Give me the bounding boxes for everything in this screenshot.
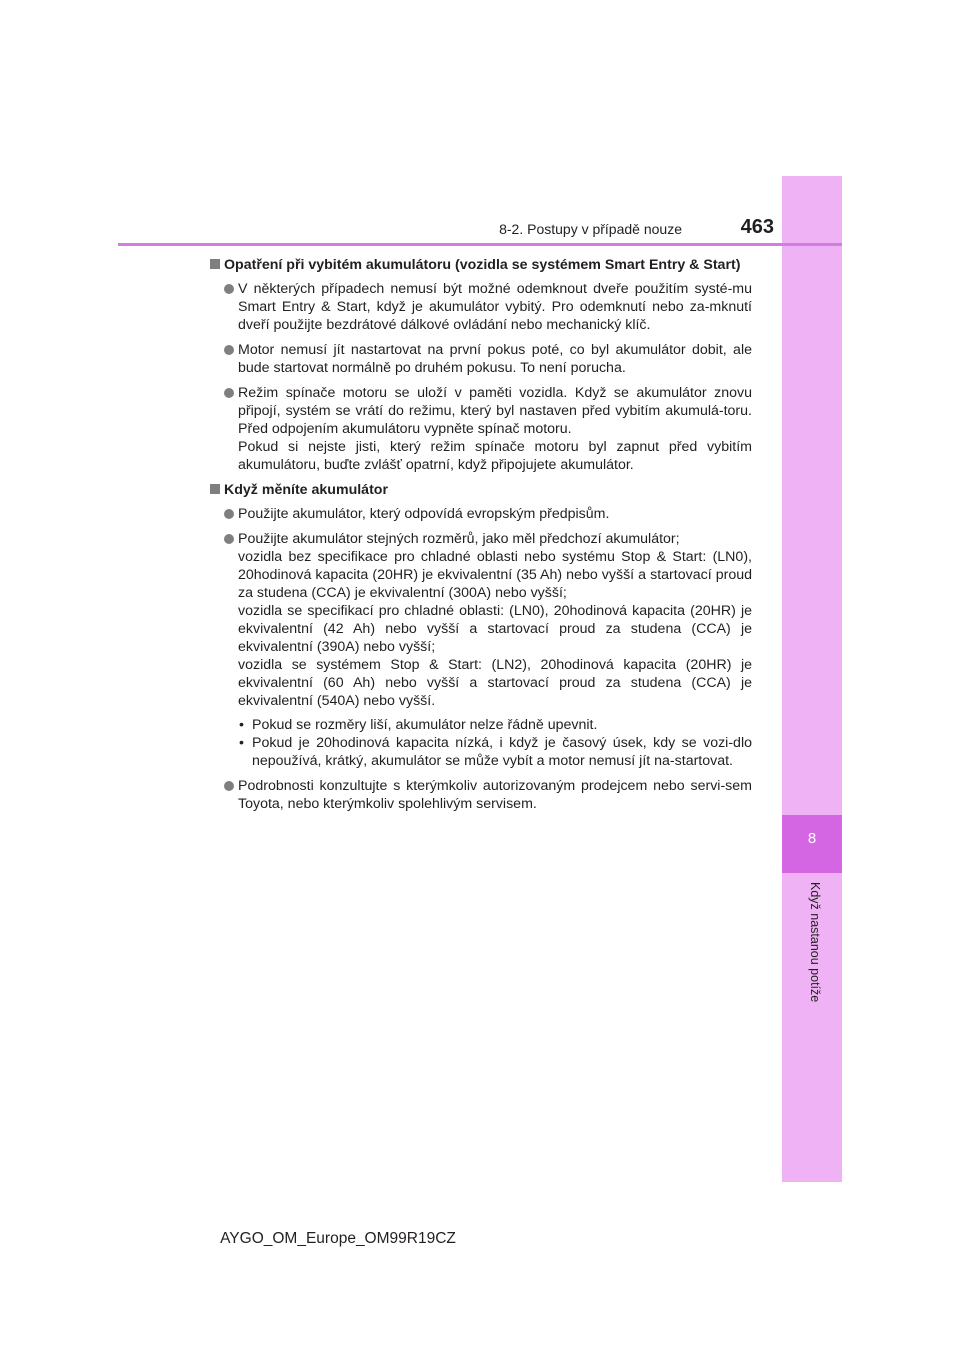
list-item bbox=[208, 777, 752, 813]
list-item bbox=[208, 530, 752, 770]
item-text: vozidla se specifikací pro chladné oblasti: (LN0), 20hodinová kapacita (20HR) je ekvivalentní (42 Ah) nebo vyšší a startovací proud za studena (CCA) je ekvivalentní (390A) nebo vyšší; bbox=[238, 603, 752, 655]
item-text: Použijte akumulátor, který odpovídá evropským předpisům. bbox=[238, 506, 610, 522]
circle-bullet-icon bbox=[224, 388, 234, 398]
sub-list-item bbox=[238, 734, 752, 770]
sub-item-text: Pokud je 20hodinová kapacita nízká, i když je časový úsek, kdy se vozi-dlo nepoužívá, krátký, akumulátor se může vybít a motor nemusí jít na-startovat. bbox=[252, 735, 752, 769]
item-text: Použijte akumulátor stejných rozměrů, jako měl předchozí akumulátor; bbox=[238, 531, 680, 547]
sub-list-item bbox=[238, 716, 752, 734]
square-bullet-icon bbox=[210, 484, 220, 494]
page-number: 463 bbox=[740, 216, 774, 238]
circle-bullet-icon bbox=[224, 781, 234, 791]
footer-code: AYGO_OM_Europe_OM99R19CZ bbox=[220, 1230, 456, 1247]
circle-bullet-icon bbox=[224, 534, 234, 544]
square-bullet-icon bbox=[210, 259, 220, 269]
item-text: Režim spínače motoru se uloží v paměti vozidla. Když se akumulátor znovu připojí, systém se vrátí do režimu, který byl nastaven před vybitím akumulá-toru. Před odpojením akumulátoru vypněte spínač motoru. bbox=[238, 385, 752, 437]
list-item bbox=[208, 280, 752, 334]
circle-bullet-icon bbox=[224, 284, 234, 294]
dot-bullet-icon: • bbox=[239, 735, 244, 751]
list-item bbox=[208, 341, 752, 377]
list-item bbox=[208, 384, 752, 474]
item-text: vozidla bez specifikace pro chladné oblasti nebo systému Stop & Start: (LN0), 20hodinová kapacita (20HR) je ekvivalentní (35 Ah) nebo vyšší a startovací proud za studena (CCA) je ekvivalentní (300A) nebo vyšší; bbox=[238, 549, 752, 601]
sub-list bbox=[238, 716, 752, 770]
item-text: V některých případech nemusí být možné odemknout dveře použitím systé-mu Smart Entry & Start, když je akumulátor vybitý. Pro odemknutí nebo za-mknutí dveří použijte bezdrátové dálkové ovládání nebo mechanický klíč. bbox=[238, 281, 752, 333]
chapter-number: 8 bbox=[807, 830, 817, 847]
circle-bullet-icon bbox=[224, 509, 234, 519]
item-text: vozidla se systémem Stop & Start: (LN2), 20hodinová kapacita (20HR) je ekvivalentní (60 Ah) nebo vyšší a startovací proud za studena (CCA) je ekvivalentní (540A) nebo vyšší. bbox=[238, 657, 752, 709]
section-heading bbox=[208, 481, 752, 499]
dot-bullet-icon: • bbox=[239, 717, 244, 733]
item-text: Pokud si nejste jisti, který režim spínače motoru byl zapnut před vybitím akumulátoru, buďte zvlášť opatrní, když připojujete akumulátor. bbox=[238, 439, 752, 473]
section-heading-text: Když měníte akumulátor bbox=[224, 482, 388, 498]
circle-bullet-icon bbox=[224, 345, 234, 355]
header-section-title: 8-2. Postupy v případě nouze bbox=[499, 221, 682, 237]
header-rule bbox=[118, 243, 842, 246]
section-heading bbox=[208, 256, 752, 274]
item-text: Podrobnosti konzultujte s kterýmkoliv autorizovaným prodejcem nebo servi-sem Toyota, nebo kterýmkoliv spolehlivým servisem. bbox=[238, 778, 752, 812]
page-content bbox=[208, 256, 752, 820]
list-item bbox=[208, 505, 752, 523]
sub-item-text: Pokud se rozměry liší, akumulátor nelze řádně upevnit. bbox=[252, 717, 598, 733]
item-text: Motor nemusí jít nastartovat na první pokus poté, co byl akumulátor dobit, ale bude startovat normálně po druhém pokusu. To není porucha. bbox=[238, 342, 752, 376]
chapter-title: Když nastanou potíže bbox=[808, 882, 822, 1003]
section-heading-text: Opatření při vybitém akumulátoru (vozidla se systémem Smart Entry & Start) bbox=[224, 257, 741, 273]
